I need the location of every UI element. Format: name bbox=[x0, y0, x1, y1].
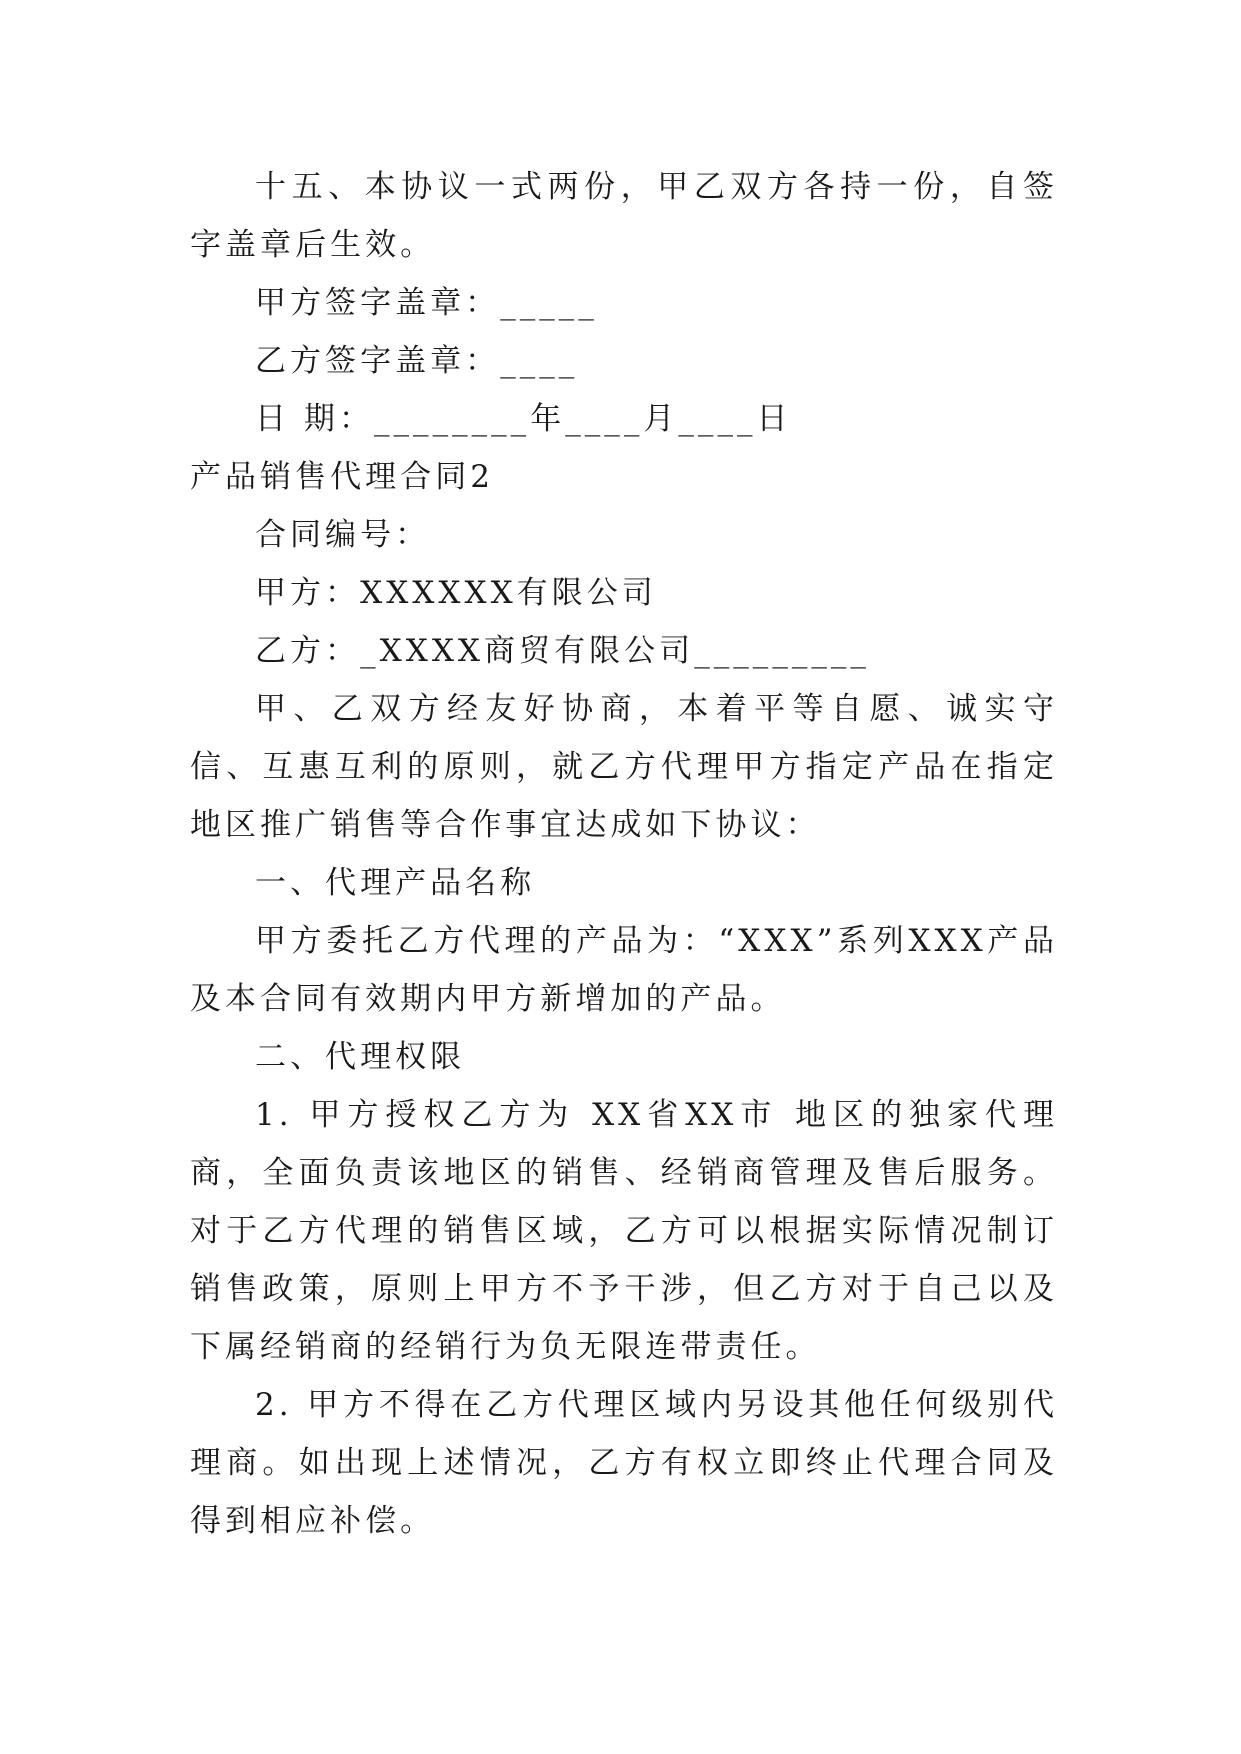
clause-fifteen-paragraph: 十五、本协议一式两份，甲乙双方各持一份，自签字盖章后生效。 bbox=[190, 169, 1058, 263]
party-b-line: 乙方：_XXXX商贸有限公司_________ bbox=[255, 633, 870, 669]
section-two-item-1: 1. 甲方授权乙方为 XX省XX市 地区的独家代理商，全面负责该地区的销售、经销商管理及售后服务。对于乙方代理的销售区域，乙方可以根据实际情况制订销售政策，原则上甲方不予干涉，但乙方对于自己以及下属经销商的经销行为负无限连带责任。 bbox=[190, 1097, 1058, 1365]
section-one-heading: 一、代理产品名称 bbox=[255, 865, 536, 901]
contract-title: 产品销售代理合同2 bbox=[190, 459, 494, 495]
party-a-signature-line: 甲方签字盖章：_____ bbox=[255, 285, 598, 321]
party-a-line: 甲方：XXXXXX有限公司 bbox=[255, 575, 657, 611]
section-two-item-2: 2. 甲方不得在乙方代理区域内另设其他任何级别代理商。如出现上述情况，乙方有权立即终止代理合同及得到相应补偿。 bbox=[190, 1387, 1058, 1539]
party-b-signature-line: 乙方签字盖章：____ bbox=[255, 343, 579, 379]
section-two-heading: 二、代理权限 bbox=[255, 1039, 466, 1075]
contract-number-line: 合同编号： bbox=[255, 517, 431, 553]
preamble-paragraph: 甲、乙双方经友好协商，本着平等自愿、诚实守信、互惠互利的原则，就乙方代理甲方指定产品在指定地区推广销售等合作事宜达成如下协议： bbox=[190, 691, 1058, 843]
date-line: 日 期：________年____月____日 bbox=[255, 401, 792, 437]
document-page bbox=[190, 158, 1058, 1550]
section-one-paragraph: 甲方委托乙方代理的产品为：“XXX”系列XXX产品及本合同有效期内甲方新增加的产品。 bbox=[190, 923, 1058, 1017]
